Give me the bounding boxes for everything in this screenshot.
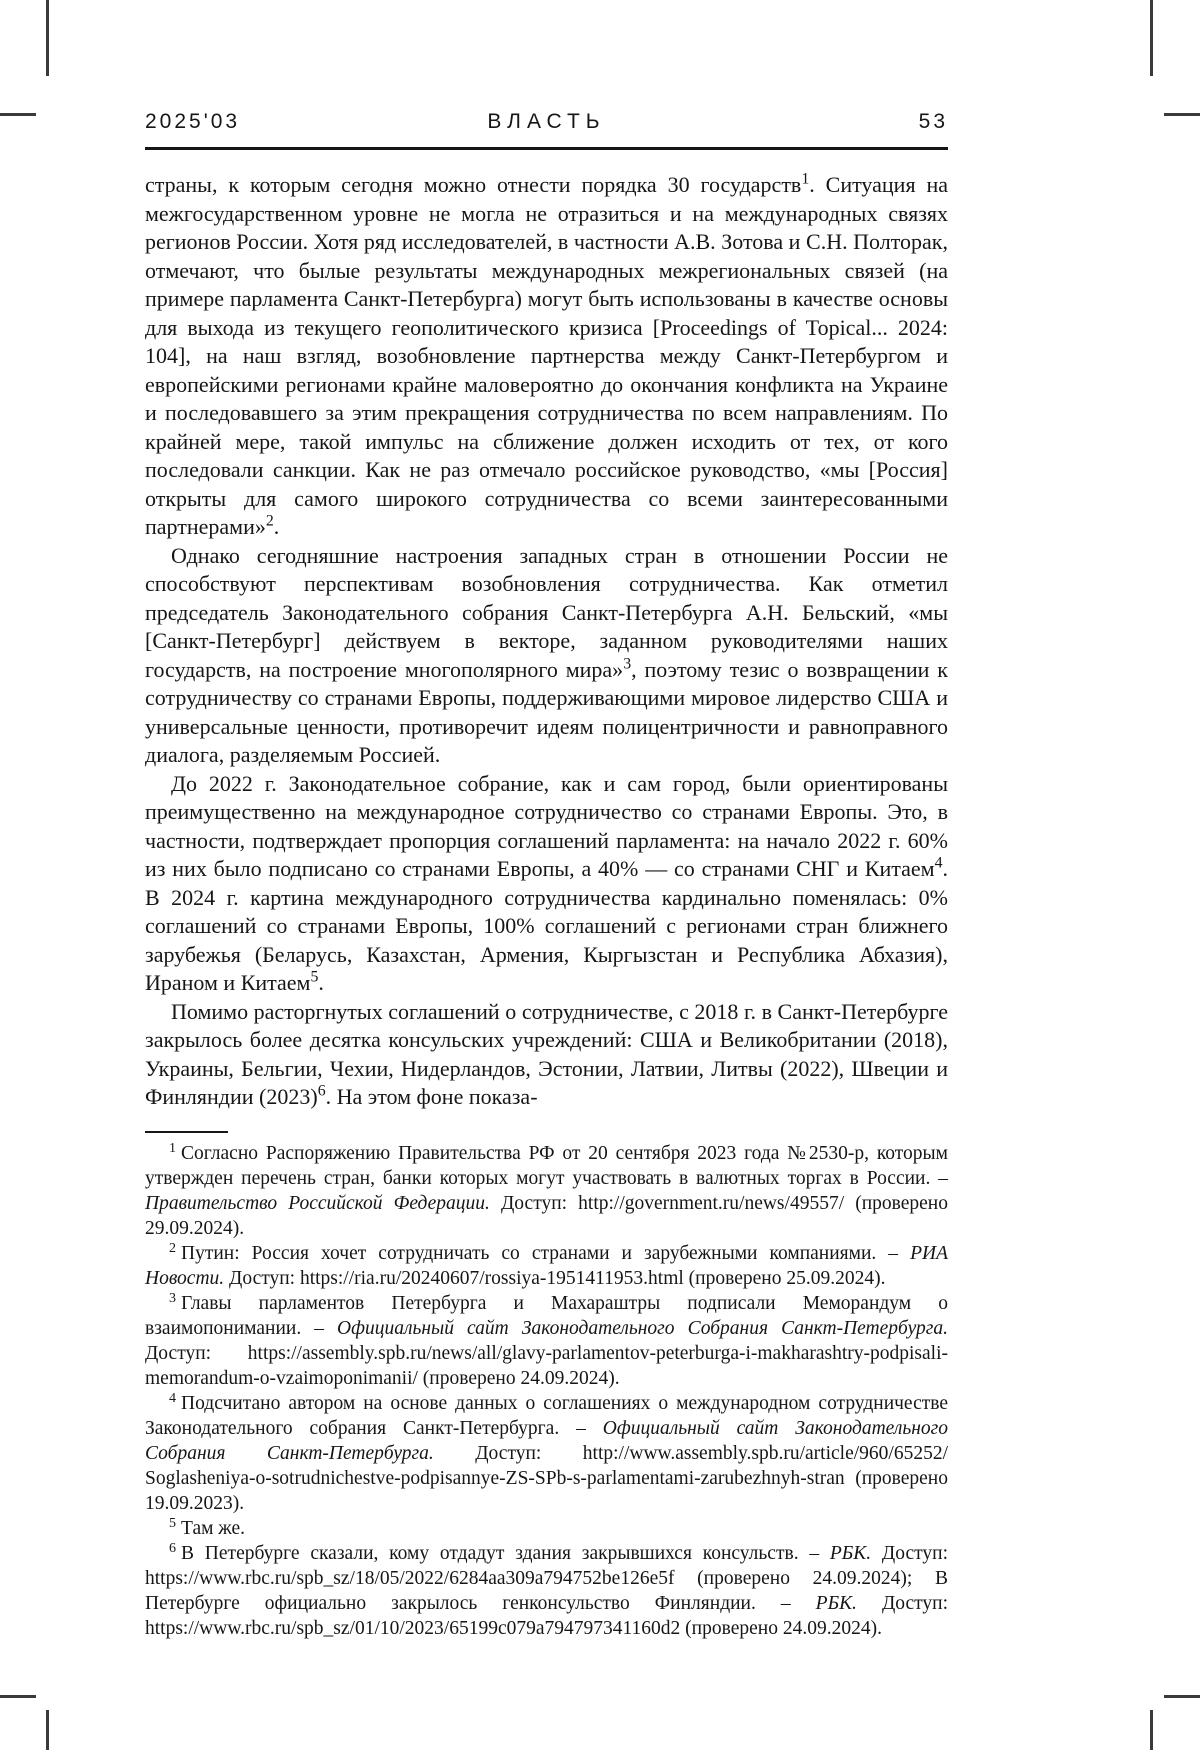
journal-issue: 2025'03 <box>145 110 241 133</box>
footnote-text: Путин: Россия хочет сотрудничать со странами и зарубежными компаниями. – РИА Новости. Доступ: https://ria.ru/20240607/rossiya-1951411953.html (проверено 25.09.2024). <box>145 1243 948 1289</box>
crop-mark-bottom-right-vertical <box>1150 1710 1153 1750</box>
article-body <box>145 171 948 1112</box>
footnote-marker: 4 <box>169 1389 177 1406</box>
crop-mark-top-left-vertical <box>46 0 49 76</box>
footnote-marker: 5 <box>169 1514 177 1531</box>
footnote-3 <box>145 1291 948 1391</box>
footnote-marker: 3 <box>169 1289 177 1306</box>
footnote-marker: 6 <box>169 1539 177 1556</box>
footnote-2 <box>145 1241 948 1291</box>
crop-mark-bottom-right-horizontal <box>1164 1695 1200 1698</box>
footnote-1 <box>145 1141 948 1241</box>
footnote-text: Там же. <box>181 1518 246 1539</box>
crop-mark-top-left-horizontal <box>0 113 36 116</box>
journal-title: ВЛАСТЬ <box>487 110 606 133</box>
body-paragraph-4: Помимо расторгнутых соглашений о сотрудничестве, с 2018 г. в Санкт-Петербурге закрылось более десятка консульских учреждений: США и Великобритании (2018), Украины, Бельгии, Чехии, Нидерландов, Эстонии, Латвии, Литвы (2022), Швеции и Финляндии $(2023)^6$. На этом фоне показа- <box>145 998 948 1109</box>
footnote-text: Согласно Распоряжению Правительства РФ от 20 сентября 2023 года №2530-р, которым утвержден перечень стран, банки которых могут участвовать в валютных торгах в России. – Правительство Российской Федерации. Доступ: http://government.ru/news/49557/ (проверено 29.09.2024). <box>145 1143 948 1239</box>
footnote-separator <box>145 1131 228 1133</box>
footnote-marker: 1 <box>169 1139 177 1156</box>
crop-mark-top-right-horizontal <box>1164 113 1200 116</box>
body-paragraph-1: страны, к которым сегодня можно отнести порядка 30 государств$^1$. Ситуация на межгосударственном уровне не могла не отразиться и на международных связях регионов России. Хотя ряд исследователей, в частности А.В. Зотова и С.Н. Полторак, отмечают, что былые результаты международных межрегиональных связей (на примере парламента Санкт-Петербурга) могут быть использованы в качестве основы для выхода из текущего геополитического кризиса [Proceedings of Topical... 2024: 104], на наш взгляд, возобновление партнерства между Санкт-Петербургом и европейскими регионами крайне маловероятно до окончания конфликта на Украине и последовавшего за этим прекращения сотрудничества по всем направлениям. По крайней мере, такой импульс на сближение должен исходить от тех, от кого последовали санкции. Как не раз отмечало российское руководство, «мы [Россия] открыты для самого широкого сотрудничества со всеми заинтересованными партнерами»$^2$. <box>145 170 948 539</box>
header-rule <box>145 147 948 150</box>
crop-mark-bottom-left-vertical <box>46 1710 49 1750</box>
body-paragraph-3: До 2022 г. Законодательное собрание, как и сам город, были ориентированы преимущественно на международное сотрудничество со странами Европы. Это, в частности, подтверждает пропорция соглашений парламента: на начало 2022 г. 60% из них было подписано со странами Европы, а 40% — со странами СНГ и Китаем$^4$. В 2024 г. картина международного сотрудничества кардинально поменялась: 0% соглашений со странами Европы, 100% соглашений с регионами стран ближнего зарубежья (Беларусь, Казахстан, Армения, Кыргызстан и Республика Абхазия), Ираном и Китаем$^5$. <box>145 770 948 995</box>
page-number: 53 <box>918 110 948 133</box>
footnote-6 <box>145 1541 948 1641</box>
footnote-5 <box>145 1516 948 1541</box>
footnote-text: Главы парламентов Петербурга и Махараштры подписали Меморандум о взаимопонимании. – Официальный сайт Законодательного Собрания Санкт-Петербурга. Доступ: https://assembly.spb.ru/news/all/glavy-parlamentov-peterburga-i-makharashtry-podpisali-memorandum-o-vzaimoponimanii/ (проверено 24.09.2024). <box>145 1293 948 1389</box>
running-head <box>145 110 948 140</box>
footnote-text: Подсчитано автором на основе данных о соглашениях о международном сотрудничестве Законодательного собрания Санкт-Петербурга. – Официальный сайт Законодательного Собрания Санкт-Петербурга. Доступ: http://www.assembly.spb.ru/article/960/65252/ Soglasheniya-o-sotrudnichestve-podpisannye-ZS-SPb-s-parlamentami-zarubezhnyh-stran (проверено 19.09.2023). <box>145 1393 948 1514</box>
body-paragraph-2: Однако сегодняшние настроения западных стран в отношении России не способствуют перспективам возобновления сотрудничества. Как отметил председатель Законодательного собрания Санкт-Петербурга А.Н. Бельский, «мы [Санкт-Петербург] действуем в векторе, заданном руководителями наших государств, на построение многополярного мира»$^3$, поэтому тезис о возвращении к сотрудничеству со странами Европы, поддерживающими мировое лидерство США и универсальные ценности, противоречит идеям полицентричности и равноправного диалога, разделяемым Россией. <box>145 542 949 767</box>
crop-mark-bottom-left-horizontal <box>0 1695 36 1698</box>
crop-mark-top-right-vertical <box>1150 0 1153 76</box>
footnote-4 <box>145 1391 948 1516</box>
footnote-marker: 2 <box>169 1239 177 1256</box>
footnotes-section <box>145 1141 948 1641</box>
footnote-text: В Петербурге сказали, кому отдадут здания закрывшихся консульств. – РБК. Доступ: https://www.rbc.ru/spb_sz/18/05/2022/6284aa309a794752be126e5f (проверено 24.09.2024); В Петербурге официально закрылось генконсульство Финляндии. – РБК. Доступ: https://www.rbc.ru/spb_sz/01/10/2023/65199c079a794797341160d2 (проверено 24.09.2024). <box>145 1543 949 1639</box>
